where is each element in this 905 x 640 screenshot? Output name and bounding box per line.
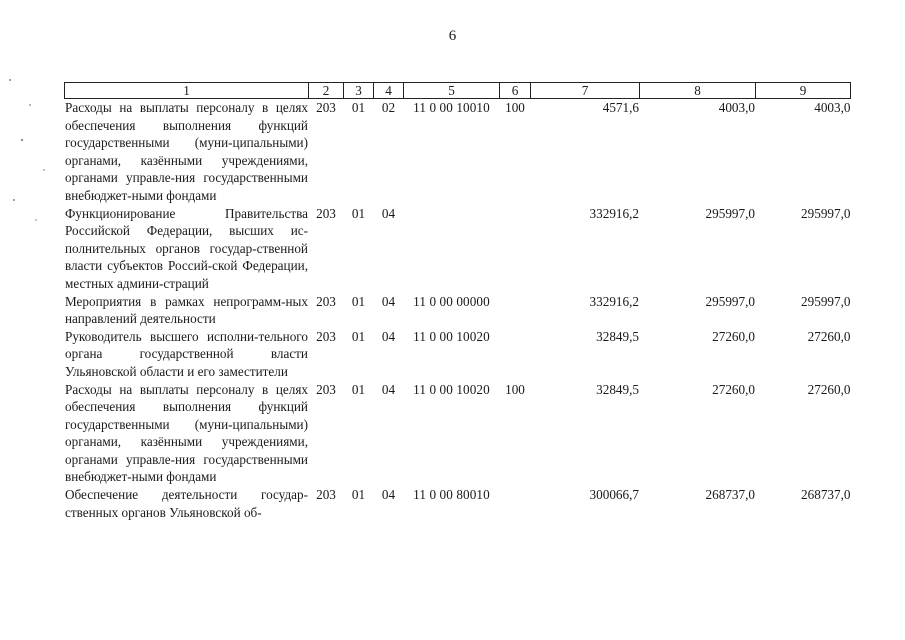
row-amount-col7: 332916,2 <box>589 205 639 221</box>
row-ministry-code: 203 <box>316 100 336 115</box>
page-number: 6 <box>448 28 457 44</box>
row-amount-col7: 332916,2 <box>589 293 639 309</box>
column-header-1: 1 <box>65 83 309 99</box>
row-amount-col9: 268737,0 <box>801 487 851 503</box>
row-amount-col8: 27260,0 <box>712 328 755 344</box>
row-amount-col8: 295997,0 <box>705 293 755 309</box>
table-row <box>65 99 851 205</box>
row-amount-col9: 295997,0 <box>801 293 851 309</box>
row-name: Расходы на выплаты персоналу в целях обеспечения выполнения функций государственными (муни-ципальными) органами, казёнными учреждениями, органами управле-ния государственными внебюджет-ными фондами <box>65 381 308 485</box>
row-amount-col8: 27260,0 <box>712 381 755 397</box>
row-target-article: 11 0 00 10020 <box>413 381 490 397</box>
row-amount-col9: 27260,0 <box>807 328 851 344</box>
table-row <box>65 328 851 381</box>
row-name: Мероприятия в рамках непрограмм-ных направлений деятельности <box>65 293 308 327</box>
column-header-7: 7 <box>531 83 640 99</box>
row-target-article <box>404 205 500 293</box>
column-header-8: 8 <box>640 83 756 99</box>
table-row <box>65 486 851 521</box>
row-name: Обеспечение деятельности государ-ственных органов Ульяновской об- <box>65 487 308 520</box>
row-amount-col7: 300066,7 <box>589 487 639 503</box>
budget-table <box>64 82 851 521</box>
column-header-2: 2 <box>309 83 344 99</box>
table-row <box>65 293 851 328</box>
column-header-6: 6 <box>500 83 531 99</box>
row-subsection-code: 04 <box>381 205 396 221</box>
row-ministry-code: 203 <box>316 381 336 397</box>
row-section-code: 01 <box>351 487 366 503</box>
row-subsection-code: 04 <box>381 293 396 309</box>
row-ministry-code: 203 <box>316 205 336 221</box>
row-expense-type <box>500 328 531 381</box>
row-amount-col7: 32849,5 <box>596 328 639 344</box>
row-target-article: 11 0 00 10010 <box>413 100 490 115</box>
row-ministry-code: 203 <box>316 487 336 503</box>
row-target-article: 11 0 00 80010 <box>413 487 490 503</box>
row-name: Функционирование Правительства Российской Федерации, высших ис-полнительных органов государ-ственной власти субъектов Россий-ской Федерации, местных админи-страций <box>65 205 308 291</box>
column-header-3: 3 <box>344 83 374 99</box>
row-section-code: 01 <box>351 328 366 344</box>
row-amount-col9: 295997,0 <box>801 205 851 221</box>
row-amount-col9: 27260,0 <box>807 381 851 397</box>
column-header-5: 5 <box>404 83 500 99</box>
table-header-row <box>65 83 851 99</box>
row-section-code: 01 <box>351 100 366 115</box>
column-header-4: 4 <box>374 83 404 99</box>
column-header-9: 9 <box>756 83 851 99</box>
row-subsection-code: 04 <box>381 328 396 344</box>
row-section-code: 01 <box>351 293 366 309</box>
scan-speckle <box>0 60 60 230</box>
row-amount-col7: 4571,6 <box>602 100 639 115</box>
row-amount-col8: 295997,0 <box>705 205 755 221</box>
row-subsection-code: 04 <box>381 381 396 397</box>
row-ministry-code: 203 <box>316 328 336 344</box>
row-subsection-code: 04 <box>381 487 396 503</box>
row-name: Расходы на выплаты персоналу в целях обеспечения выполнения функций государственными (муни-ципальными) органами, казёнными учреждениями, органами управле-ния государственными внебюджет-ными фондами <box>65 100 308 203</box>
row-amount-col7: 32849,5 <box>596 381 639 397</box>
row-amount-col9: 4003,0 <box>814 100 851 115</box>
row-expense-type <box>500 293 531 328</box>
row-target-article: 11 0 00 10020 <box>413 328 490 344</box>
row-target-article: 11 0 00 00000 <box>413 293 490 309</box>
table-row <box>65 205 851 293</box>
row-ministry-code: 203 <box>316 293 336 309</box>
row-section-code: 01 <box>351 205 366 221</box>
row-section-code: 01 <box>351 381 366 397</box>
row-expense-type: 100 <box>505 381 525 397</box>
row-expense-type <box>500 205 531 293</box>
row-subsection-code: 02 <box>381 100 396 115</box>
table-row <box>65 381 851 487</box>
row-expense-type: 100 <box>505 100 525 115</box>
row-amount-col8: 268737,0 <box>705 487 755 503</box>
row-amount-col8: 4003,0 <box>718 100 755 115</box>
row-name: Руководитель высшего исполни-тельного органа государственной власти Ульяновской области и его заместители <box>65 328 308 379</box>
row-expense-type <box>500 486 531 521</box>
